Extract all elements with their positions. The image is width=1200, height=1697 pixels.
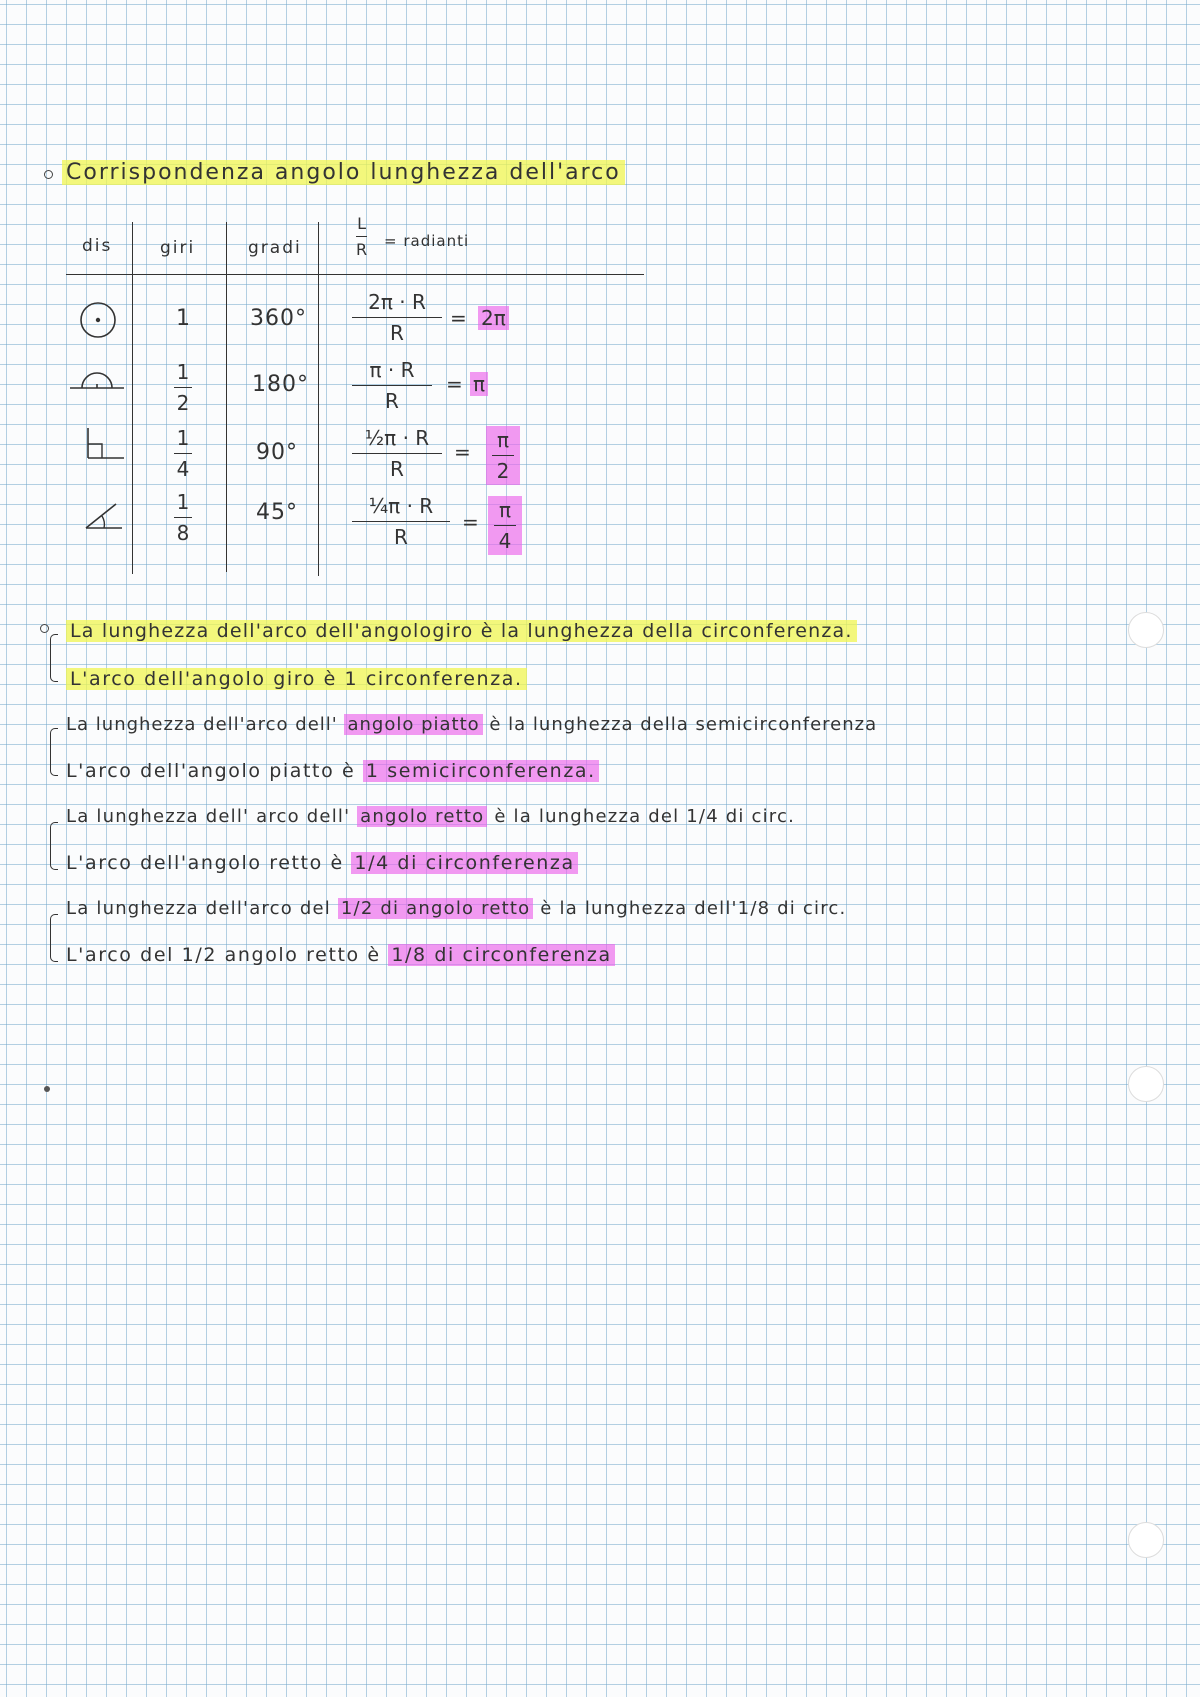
highlighted-term: 1/8 di circonferenza	[388, 944, 614, 966]
statement-text: è la lunghezza del 1/4 di circ.	[487, 806, 796, 827]
fraction-numerator: ½π · R	[364, 426, 430, 450]
header-dis: dis	[82, 236, 113, 256]
statement-line	[66, 898, 846, 919]
table-col-line	[132, 222, 133, 574]
giri-denominator: 4	[176, 457, 190, 482]
statement-line	[66, 760, 599, 782]
section-title: Corrispondenza angolo lunghezza dell'arco	[62, 160, 625, 185]
table-header-line	[66, 274, 644, 275]
statement-text: è la lunghezza dell'1/8 di circ.	[533, 898, 847, 919]
statement-line: La lunghezza dell'arco dell'angologiro è la lunghezza della circonferenza.	[66, 620, 857, 642]
result-numerator: π	[498, 498, 512, 522]
highlighted-term: 1/2 di angolo retto	[338, 898, 533, 919]
statement-text: La lunghezza dell'arco del	[66, 898, 338, 919]
fraction-denominator: R	[390, 457, 404, 482]
punch-hole	[1128, 1522, 1164, 1558]
punch-hole	[1128, 1066, 1164, 1102]
fraction-denominator: R	[394, 525, 408, 550]
straight-angle-icon	[68, 366, 126, 394]
equals-sign: =	[462, 510, 479, 534]
row-fraction	[352, 290, 442, 345]
full-circle-icon	[78, 300, 118, 340]
row-gradi: 360°	[250, 306, 307, 331]
result-value	[486, 426, 520, 485]
result-denominator: 2	[496, 459, 510, 484]
row-fraction	[352, 494, 450, 549]
result-value: 2π	[478, 306, 509, 330]
statement-line	[66, 806, 795, 827]
fraction-denominator: R	[385, 389, 399, 414]
fraction-numerator: 2π · R	[368, 290, 426, 314]
highlighted-term: 1 semicirconferenza.	[363, 760, 599, 782]
brace	[50, 914, 58, 962]
equals-sign: =	[454, 440, 471, 464]
right-angle-icon	[84, 424, 126, 464]
fraction-numerator: π · R	[369, 358, 415, 382]
highlighted-term: angolo piatto	[344, 714, 482, 735]
statement-text: L'arco dell'angolo retto è	[66, 852, 352, 874]
table-col-line	[226, 222, 227, 572]
header-ratio	[356, 214, 367, 259]
row-giri	[174, 360, 192, 415]
equals-sign: =	[450, 306, 467, 330]
giri-denominator: 2	[176, 391, 190, 416]
header-gradi: gradi	[248, 238, 302, 258]
result-value	[488, 496, 522, 555]
giri-numerator: 1	[176, 360, 190, 384]
statement-text: L'arco dell'angolo piatto è	[66, 760, 363, 782]
highlighted-term: 1/4 di circonferenza	[351, 852, 577, 874]
highlighted-term: angolo retto	[357, 806, 487, 827]
ratio-numerator: L	[357, 214, 367, 233]
giri-numerator: 1	[176, 426, 190, 450]
statement-text: La lunghezza dell' arco dell'	[66, 806, 358, 827]
statement-line	[66, 944, 615, 966]
row-giri	[174, 426, 192, 481]
giri-numerator: 1	[176, 490, 190, 514]
statement-text: è la lunghezza della semicirconferenza	[482, 714, 878, 735]
header-radianti: = radianti	[384, 232, 470, 250]
row-giri	[174, 490, 192, 545]
fraction-numerator: ¼π · R	[368, 494, 434, 518]
header-giri: giri	[160, 238, 196, 258]
row-fraction	[352, 358, 432, 413]
ratio-denominator: R	[356, 240, 368, 260]
statement-line: L'arco dell'angolo giro è 1 circonferenza.	[66, 668, 527, 690]
result-numerator: π	[496, 428, 510, 452]
result-denominator: 4	[498, 529, 512, 554]
brace	[50, 728, 58, 776]
row-giri: 1	[176, 306, 192, 331]
statement-line	[66, 852, 578, 874]
acute-angle-icon	[82, 500, 126, 534]
statement-text: L'arco del 1/2 angolo retto è	[66, 944, 389, 966]
fraction-denominator: R	[390, 321, 404, 346]
punch-hole	[1128, 612, 1164, 648]
brace	[50, 822, 58, 870]
bullet-dot	[44, 170, 53, 179]
row-gradi: 180°	[252, 372, 309, 397]
empty-bullet-dot	[44, 1086, 50, 1092]
bullet-dot	[40, 624, 49, 633]
row-fraction	[352, 426, 442, 481]
giri-denominator: 8	[176, 521, 190, 546]
brace	[50, 634, 58, 682]
row-gradi: 45°	[256, 500, 298, 525]
equals-sign: =	[446, 372, 463, 396]
statement-text: La lunghezza dell'arco dell'	[66, 714, 345, 735]
table-col-line	[318, 222, 319, 576]
result-value: π	[470, 372, 488, 396]
row-gradi: 90°	[256, 440, 298, 465]
statement-line	[66, 714, 877, 735]
